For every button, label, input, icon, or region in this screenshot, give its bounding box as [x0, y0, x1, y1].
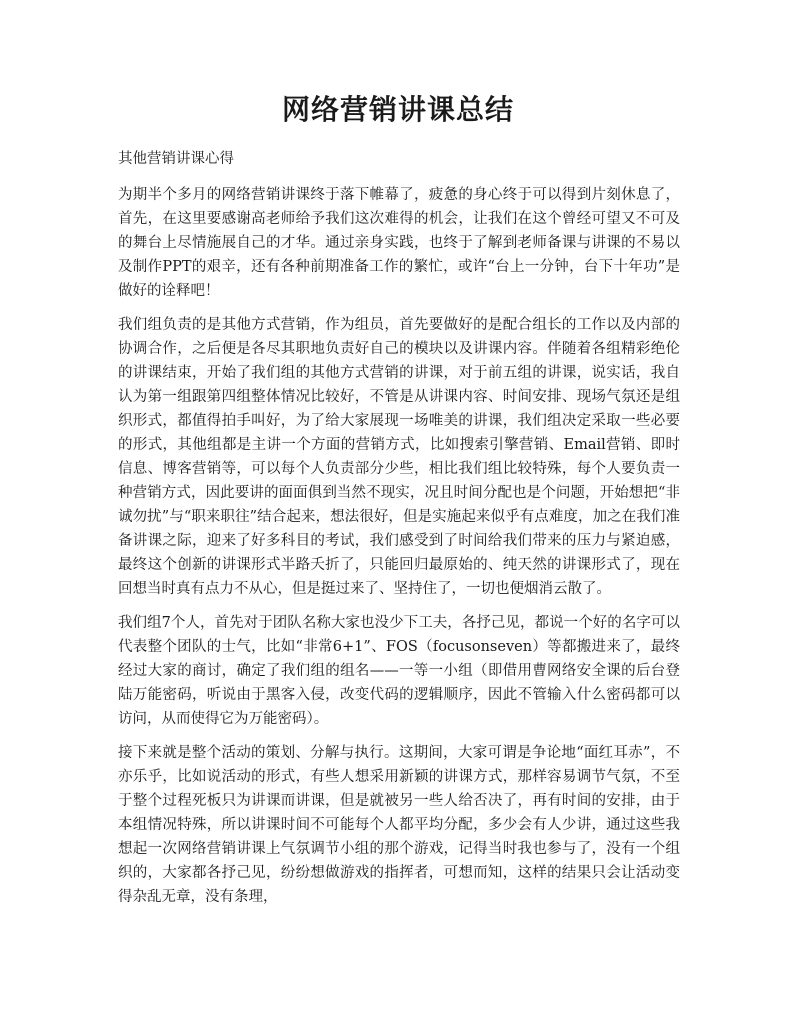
- paragraph-3: 我们组7个人，首先对于团队名称大家也没少下工夫，各抒己见，都说一个好的名字可以代表整个团队的士气，比如“非常6+1”、FOS（focusonseven）等都搬进来了，最终经过大家的商讨，确定了我们组的组名——一等一小组（即借用曹网络安全课的后台登陆万能密码，听说由于黑客入侵，改变代码的逻辑顺序，因此不管输入什么密码都可以访问，从而使得它为万能密码）。: [118, 615, 680, 727]
- paragraph-4: 接下来就是整个活动的策划、分解与执行。这期间，大家可谓是争论地“面红耳赤”，不亦乐乎，比如说活动的形式，有些人想采用新颖的讲课方式，那样容易调节气氛，不至于整个过程死板只为讲课而讲课，但是就被另一些人给否决了，再有时间的安排，由于本组情况特殊，所以讲课时间不可能每个人都平均分配，多少会有人少讲，通过这些我想起一次网络营销讲课上气氛调节小组的那个游戏，记得当时我也参与了，没有一个组织的，大家都各抒己见，纷纷想做游戏的指挥者，可想而知，这样的结果只会让活动变得杂乱无章，没有条理，: [118, 745, 680, 905]
- document-body: [118, 147, 680, 919]
- document-title: 网络营销讲课总结: [281, 93, 514, 126]
- paragraph-2: 我们组负责的是其他方式营销，作为组员，首先要做好的是配合组长的工作以及内部的协调合作，之后便是各尽其职地负责好自己的模块以及讲课内容。伴随着各组精彩绝伦的讲课结束，开始了我们组的其他方式营销的讲课，对于前五组的讲课，说实话，我自认为第一组跟第四组整体情况比较好，不管是从讲课内容、时间安排、现场气氛还是组织形式，都值得拍手叫好，为了给大家展现一场唯美的讲课，我们组决定采取一些必要的形式，其他组都是主讲一个方面的营销方式，比如搜索引擎营销、Email营销、即时信息、博客营销等，可以每个人负责部分少些，相比我们组比较特殊，每个人要负责一种营销方式，因此要讲的面面俱到当然不现实，况且时间分配也是个问题，开始想把“非诚勿扰”与“职来职往”结合起来，想法很好，但是实施起来似乎有点难度，加之在我们准备讲课之际，迎来了好多科目的考试，我们感受到了时间给我们带来的压力与紧迫感，最终这个创新的讲课形式半路夭折了，只能回归最原始的、纯天然的讲课形式了，现在回想当时真有点力不从心，但是挺过来了、坚持住了，一切也便烟消云散了。: [118, 317, 680, 597]
- paragraph-1: 为期半个多月的网络营销讲课终于落下帷幕了，疲惫的身心终于可以得到片刻休息了，首先，在这里要感谢高老师给予我们这次难得的机会，让我们在这个曾经可望又不可及的舞台上尽情施展自己的才华。通过亲身实践，也终于了解到老师备课与讲课的不易以及制作PPT的艰辛，还有各种前期准备工作的繁忙，或许“台上一分钟，台下十年功”是做好的诠释吧！: [118, 187, 680, 299]
- section-subtitle: 其他营销讲课心得: [118, 151, 234, 167]
